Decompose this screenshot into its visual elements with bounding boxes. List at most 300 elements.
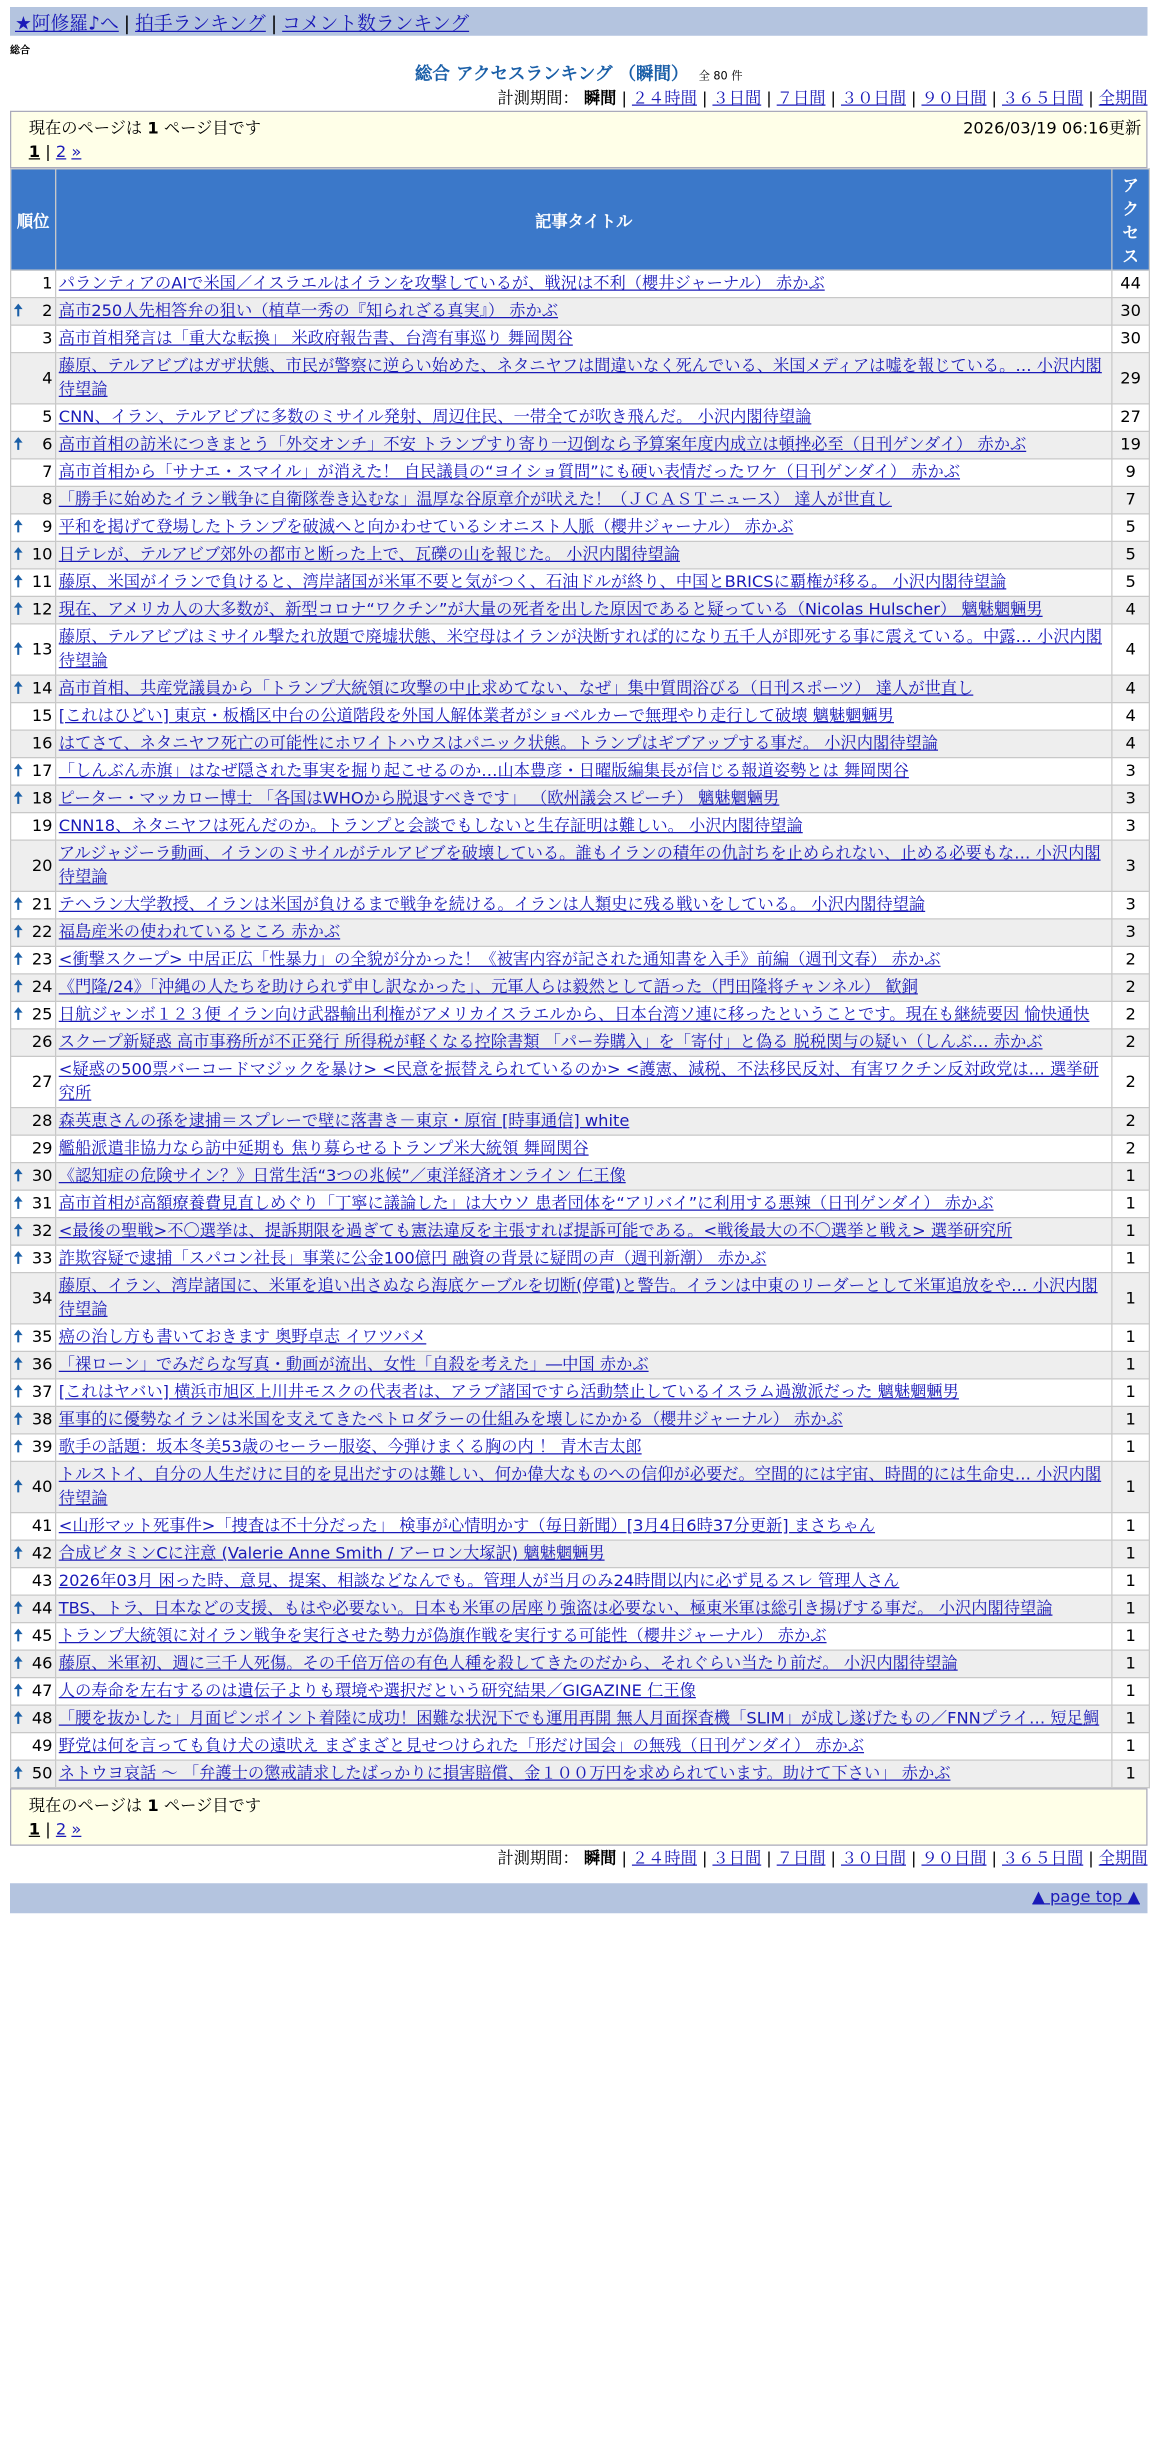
rank-cell xyxy=(11,1568,56,1596)
access-count: 1 xyxy=(1112,1595,1150,1623)
table-row xyxy=(11,431,1150,459)
period-link[interactable]: ３６５日間 xyxy=(1001,89,1084,109)
comment-ranking-link[interactable]: コメント数ランキング xyxy=(282,12,470,35)
rank-up-arrow-icon: 🠅 xyxy=(13,600,23,620)
rank-number: 17 xyxy=(31,762,53,781)
rank-number: 18 xyxy=(31,789,53,809)
rank-number: 45 xyxy=(31,1627,53,1646)
title-cell xyxy=(56,1733,1112,1761)
title-cell xyxy=(56,1108,1112,1136)
rank-number: 8 xyxy=(42,490,53,510)
rank-up-arrow-icon: 🠅 xyxy=(13,1410,23,1430)
home-link[interactable]: ★阿修羅♪へ xyxy=(15,12,119,35)
rank-up-arrow-icon: 🠅 xyxy=(13,1544,23,1564)
rank-number: 14 xyxy=(31,679,53,699)
rank-number: 37 xyxy=(31,1383,53,1402)
article-title-link[interactable]: 艦船派遣非協力なら訪中延期も 焦り募らせるトランプ米大統領 舞岡関谷 xyxy=(58,1139,589,1159)
table-row xyxy=(11,1760,1150,1788)
article-title-link[interactable]: 「しんぶん赤旗」はなぜ隠された事実を掘り起こせるのか…山本豊彦・日曜版編集長が信じる報道姿勢とは 舞岡関谷 xyxy=(58,762,909,781)
pager-next[interactable]: » xyxy=(71,1820,82,1840)
title-cell xyxy=(56,675,1112,703)
rank-number: 35 xyxy=(31,1328,53,1347)
title-cell xyxy=(56,1406,1112,1434)
title-cell xyxy=(56,1513,1112,1541)
table-row xyxy=(11,1001,1150,1029)
article-title-link[interactable]: <衝撃スクープ> 中居正広「性暴力」の全貌が分かった！《被害内容が記された通知書を入手》前編（週刊文春） 赤かぶ xyxy=(58,950,941,970)
period-separator: | xyxy=(1088,89,1094,109)
title-cell xyxy=(56,325,1112,353)
table-row xyxy=(11,840,1150,891)
article-title-link[interactable]: ネトウヨ哀話 〜 「弁護士の懲戒請求したばっかりに損害賠償、金１００万円を求められています。助けて下さい」 赤かぶ xyxy=(58,1764,951,1784)
period-link[interactable]: ３０日間 xyxy=(840,1849,906,1869)
period-separator: | xyxy=(991,89,997,109)
access-count: 2 xyxy=(1112,974,1150,1002)
article-title-link[interactable]: 高市首相が高額療養費見直しめぐり「丁寧に議論した」は大ウソ 患者団体を“アリバイ”に利用する悪辣（日刊ゲンダイ） 赤かぶ xyxy=(58,1194,994,1214)
article-title-link[interactable]: 森英恵さんの孫を逮捕＝スプレーで壁に落書き－東京・原宿 [時事通信] white xyxy=(58,1112,630,1131)
article-title-link[interactable]: 日テレが、テルアビブ郊外の都市と断った上で、瓦礫の山を報じた。 小沢内閣待望論 xyxy=(58,545,680,565)
rank-number: 27 xyxy=(31,1072,53,1092)
article-title-link[interactable]: 軍事的に優勢なイランは米国を支えてきたペトロダラーの仕組みを壊しにかかる（櫻井ジャーナル） 赤かぶ xyxy=(58,1410,843,1430)
table-row xyxy=(11,1245,1150,1273)
access-count: 1 xyxy=(1112,1190,1150,1218)
ranking-table xyxy=(10,168,1150,1788)
access-count: 3 xyxy=(1112,840,1150,891)
rank-cell xyxy=(11,919,56,947)
period-separator: | xyxy=(830,1849,836,1869)
title-cell xyxy=(56,541,1112,569)
rank-cell xyxy=(11,1190,56,1218)
pager: 1 | 2 » xyxy=(28,143,82,162)
article-title-link[interactable]: ピーター・マッカロー博士 「各国はWHOから脱退すべきです」 （欧州議会スピーチ） 魑魅魍魎男 xyxy=(58,789,780,809)
article-title-link[interactable]: 藤原、米軍初、週に三千人死傷。その千倍万倍の有色人種を殺してきたのだから、それぐらい当たり前だ。 小沢内閣待望論 xyxy=(58,1654,958,1674)
table-header-row xyxy=(11,169,1150,270)
article-title-link[interactable]: CNN、イラン、テルアビブに多数のミサイル発射、周辺住民、一帯全てが吹き飛んだ。 小沢内閣待望論 xyxy=(58,408,812,427)
pager-page-2[interactable]: 2 xyxy=(55,1820,67,1840)
access-count: 5 xyxy=(1112,569,1150,597)
article-title-link[interactable]: 平和を掲げて登場したトランプを破滅へと向かわせているシオニスト人脈（櫻井ジャーナル） 赤かぶ xyxy=(58,518,794,537)
article-title-link[interactable]: 藤原、米国がイランで負けると、湾岸諸国が米軍不要と気がつく、石油ドルが終り、中国とBRICSに覇権が移る。 小沢内閣待望論 xyxy=(58,573,1007,592)
rank-number: 3 xyxy=(42,329,53,349)
rank-cell xyxy=(11,569,56,597)
rank-number: 30 xyxy=(31,1167,53,1186)
ranking-table-body xyxy=(11,270,1150,1788)
period-separator: | xyxy=(910,1849,917,1869)
title-cell xyxy=(56,785,1112,813)
rank-cell xyxy=(11,840,56,891)
article-title-link[interactable]: <疑惑の500票バーコードマジックを暴け> <民意を振替えられているのか> <護憲、減税、不法移民反対、有害ワクチン反対政党は… 選挙研究所 xyxy=(58,1060,1099,1104)
rank-cell xyxy=(11,1135,56,1163)
article-title-link[interactable]: 人の寿命を左右するのは遺伝子よりも環境や選択だという研究結果／GIGAZINE 仁王像 xyxy=(58,1682,696,1701)
pager-page-2[interactable]: 2 xyxy=(55,143,67,162)
title-cell xyxy=(56,1650,1112,1678)
rank-cell xyxy=(11,1678,56,1706)
article-title-link[interactable]: 高市首相の訪米につきまとう「外交オンチ」不安 トランプすり寄り一辺倒なら予算案年度内成立は頓挫必至（日刊ゲンダイ） 赤かぶ xyxy=(58,435,1027,455)
col-header-access: アクセス xyxy=(1112,169,1150,270)
rank-cell xyxy=(11,1324,56,1352)
table-row xyxy=(11,1595,1150,1623)
section-label: 総合 xyxy=(10,44,30,56)
table-row xyxy=(11,1218,1150,1246)
page-top-link[interactable]: ▲ page top ▲ xyxy=(1032,1888,1140,1907)
updated-timestamp: 2026/03/19 06:16更新 xyxy=(963,119,1142,139)
rank-number: 20 xyxy=(31,856,53,876)
article-title-link[interactable]: <最後の聖戦>不〇選挙は、提訴期限を過ぎても憲法違反を主張すれば提訴可能である。<戦後最大の不〇選挙と戦え> 選挙研究所 xyxy=(58,1222,1013,1241)
table-row xyxy=(11,1705,1150,1733)
period-separator: | xyxy=(1088,1849,1094,1869)
article-title-link[interactable]: 合成ビタミンCに注意 (Valerie Anne Smith / アーロン大塚訳) 魑魅魍魎男 xyxy=(58,1544,605,1564)
top-nav-bar xyxy=(10,7,1148,36)
article-title-link[interactable]: 「腰を抜かした」月面ピンポイント着陸に成功！困難な状況下でも運用再開 無人月面探査機「SLIM」が成し遂げたもの／FNNプライ… 短足鯛 xyxy=(58,1709,1100,1729)
clap-ranking-link[interactable]: 拍手ランキング xyxy=(135,12,266,35)
table-row xyxy=(11,1461,1150,1512)
article-title-link[interactable]: 福島産米の使われているところ 赤かぶ xyxy=(58,923,341,942)
rank-up-arrow-icon: 🠅 xyxy=(13,1222,23,1241)
article-title-link[interactable]: パランティアのAIで米国／イスラエルはイランを攻撃しているが、戦況は不利（櫻井ジャーナル） 赤かぶ xyxy=(58,274,825,294)
col-header-rank: 順位 xyxy=(11,169,56,270)
rank-cell xyxy=(11,1595,56,1623)
table-row xyxy=(11,1379,1150,1407)
nav-separator: | xyxy=(123,12,131,35)
access-count: 30 xyxy=(1112,325,1150,353)
period-separator: | xyxy=(701,89,708,109)
access-count: 1 xyxy=(1112,1218,1150,1246)
rank-up-arrow-icon: 🠅 xyxy=(13,1167,23,1186)
rank-number: 28 xyxy=(31,1112,53,1131)
rank-up-arrow-icon: 🠅 xyxy=(13,1599,23,1619)
table-row xyxy=(11,1540,1150,1568)
article-title-link[interactable]: CNN18、ネタニヤフは死んだのか。トランプと会談でもしないと生存証明は難しい。 小沢内閣待望論 xyxy=(58,817,803,836)
title-cell xyxy=(56,1163,1112,1191)
rank-cell xyxy=(11,1623,56,1651)
rank-up-arrow-icon: 🠅 xyxy=(13,545,23,565)
period-link[interactable]: ７日間 xyxy=(776,1849,826,1869)
title-cell xyxy=(56,404,1112,432)
article-title-link[interactable]: 藤原、イラン、湾岸諸国に、米軍を追い出さぬなら海底ケーブルを切断(停電)と警告。イランは中東のリーダーとして米軍追放をや… 小沢内閣待望論 xyxy=(58,1277,1098,1320)
rank-number: 25 xyxy=(31,1005,53,1025)
rank-up-arrow-icon: 🠅 xyxy=(13,1194,23,1214)
title-cell xyxy=(56,596,1112,624)
title-cell xyxy=(56,270,1112,298)
title-cell xyxy=(56,1434,1112,1462)
title-cell xyxy=(56,1245,1112,1273)
title-cell xyxy=(56,1056,1112,1107)
article-title-link[interactable]: TBS、トラ、日本などの支援、もはや必要ない。日本も米軍の居座り強盗は必要ない、極東米軍は総引き揚げする事だ。 小沢内閣待望論 xyxy=(58,1599,1053,1619)
rank-cell xyxy=(11,1461,56,1512)
article-title-link[interactable]: 歌手の話題：坂本冬美53歳のセーラー服姿、今弾けまくる胸の内 ！ 青木吉太郎 xyxy=(58,1438,642,1457)
rank-cell xyxy=(11,1650,56,1678)
table-row xyxy=(11,624,1150,675)
title-cell xyxy=(56,1324,1112,1352)
article-title-link[interactable]: 日航ジャンボ１２３便 イラン向け武器輸出利権がアメリカイスラエルから、日本台湾ソ連に移ったということです。現在も継続要因 愉快通快 xyxy=(58,1005,1090,1025)
rank-number: 19 xyxy=(31,817,53,836)
rank-up-arrow-icon: 🠅 xyxy=(13,1438,23,1457)
access-count: 1 xyxy=(1112,1434,1150,1462)
col-header-title: 記事タイトル xyxy=(56,169,1112,270)
rank-up-arrow-icon: 🠅 xyxy=(13,923,23,942)
rank-up-arrow-icon: 🠅 xyxy=(13,640,23,659)
period-label: 計測期間： xyxy=(497,1849,579,1869)
status-box-bottom xyxy=(10,1788,1148,1846)
access-count: 1 xyxy=(1112,1273,1150,1324)
table-row xyxy=(11,569,1150,597)
period-link[interactable]: 全期間 xyxy=(1098,1849,1148,1869)
table-row xyxy=(11,675,1150,703)
rank-up-arrow-icon: 🠅 xyxy=(13,1654,23,1674)
article-title-link[interactable]: 2026年03月 困った時、意見、提案、相談などなんでも。管理人が当月のみ24時間以内に必ず見るスレ 管理人さん xyxy=(58,1572,900,1591)
rank-number: 13 xyxy=(31,640,53,659)
pager-current: 1 xyxy=(28,1820,41,1840)
rank-number: 22 xyxy=(31,923,53,942)
ranking-page xyxy=(0,7,1158,1913)
page-title: 総合 アクセスランキング （瞬間） xyxy=(414,64,689,85)
rank-number: 9 xyxy=(42,518,53,537)
rank-cell xyxy=(11,1760,56,1788)
table-row xyxy=(11,1434,1150,1462)
rank-cell xyxy=(11,1733,56,1761)
rank-up-arrow-icon: 🠅 xyxy=(13,1005,23,1025)
rank-cell xyxy=(11,730,56,758)
rank-cell xyxy=(11,541,56,569)
rank-cell xyxy=(11,459,56,487)
bottom-bar xyxy=(10,1883,1148,1913)
table-row xyxy=(11,1568,1150,1596)
table-row xyxy=(11,1029,1150,1057)
rank-up-arrow-icon: 🠅 xyxy=(13,573,23,592)
title-cell xyxy=(56,1595,1112,1623)
rank-up-arrow-icon: 🠅 xyxy=(13,302,23,321)
period-link[interactable]: ９０日間 xyxy=(921,89,987,109)
period-link[interactable]: ７日間 xyxy=(776,89,826,109)
table-row xyxy=(11,891,1150,919)
title-cell xyxy=(56,431,1112,459)
article-title-link[interactable]: 藤原、テルアビブはガザ状態、市民が警察に逆らい始めた、ネタニヤフは間違いなく死んでいる、米国メディアは嘘を報じている。… 小沢内閣待望論 xyxy=(58,357,1102,400)
table-row xyxy=(11,1351,1150,1379)
title-cell xyxy=(56,974,1112,1002)
rank-cell xyxy=(11,703,56,731)
title-cell xyxy=(56,1461,1112,1512)
pager-current: 1 xyxy=(28,143,41,162)
article-title-link[interactable]: 癌の治し方も書いておきます 奥野卓志 イワツバメ xyxy=(58,1328,427,1347)
title-cell xyxy=(56,813,1112,841)
article-title-link[interactable]: 現在、アメリカ人の大多数が、新型コロナ“ワクチン”が大量の死者を出した原因であると疑っている（Nicolas Hulscher） 魑魅魍魎男 xyxy=(58,600,1043,620)
title-cell xyxy=(56,891,1112,919)
access-count: 3 xyxy=(1112,813,1150,841)
table-row xyxy=(11,703,1150,731)
article-title-link[interactable]: 高市首相、共産党議員から「トランプ大統領に攻撃の中止求めてない、なぜ」集中質問浴びる（日刊スポーツ） 達人が世直し xyxy=(58,679,974,699)
rank-cell xyxy=(11,270,56,298)
rank-cell xyxy=(11,1056,56,1107)
title-cell xyxy=(56,1705,1112,1733)
period-separator: | xyxy=(621,1849,627,1869)
title-cell xyxy=(56,1273,1112,1324)
article-title-link[interactable]: [これはひどい] 東京・板橋区中台の公道階段を外国人解体業者がショベルカーで無理やり走行して破壊 魑魅魍魎男 xyxy=(58,707,894,726)
period-link[interactable]: ３日間 xyxy=(712,89,762,109)
rank-up-arrow-icon: 🠅 xyxy=(13,1477,23,1497)
rank-up-arrow-icon: 🠅 xyxy=(13,1249,23,1269)
article-title-link[interactable]: 高市250人先相答弁の狙い（植草一秀の『知られざる真実』） 赤かぶ xyxy=(58,302,559,321)
article-title-link[interactable]: テヘラン大学教授、イランは米国が負けるまで戦争を続ける。イランは人類史に残る戦いをしている。 小沢内閣待望論 xyxy=(58,895,926,915)
rank-up-arrow-icon: 🠅 xyxy=(13,762,23,781)
access-count: 29 xyxy=(1112,353,1150,404)
title-cell xyxy=(56,624,1112,675)
access-count: 44 xyxy=(1112,270,1150,298)
article-title-link[interactable]: 《認知症の危険サイン？》日常生活“3つの兆候”／東洋経済オンライン 仁王像 xyxy=(58,1167,626,1186)
access-count: 4 xyxy=(1112,596,1150,624)
rank-number: 50 xyxy=(31,1764,53,1784)
title-cell xyxy=(56,486,1112,514)
rank-number: 2 xyxy=(42,302,53,321)
article-title-link[interactable]: 詐欺容疑で逮捕「スパコン社長」事業に公金100億円 融資の背景に疑問の声（週刊新潮） 赤かぶ xyxy=(58,1249,767,1269)
rank-cell xyxy=(11,1163,56,1191)
rank-number: 5 xyxy=(42,408,53,427)
period-link[interactable]: 全期間 xyxy=(1098,89,1148,109)
table-row xyxy=(11,1733,1150,1761)
access-count: 9 xyxy=(1112,459,1150,487)
rank-number: 46 xyxy=(31,1654,53,1674)
rank-cell xyxy=(11,1245,56,1273)
table-row xyxy=(11,1108,1150,1136)
access-count: 1 xyxy=(1112,1406,1150,1434)
rank-cell xyxy=(11,298,56,326)
rank-cell xyxy=(11,1351,56,1379)
article-title-link[interactable]: 《門隆/24》「沖縄の人たちを助けられず申し訳なかった」、元軍人らは毅然として語った（門田隆将チャンネル） 歓銅 xyxy=(58,978,918,997)
period-link[interactable]: ２４時間 xyxy=(631,1849,697,1869)
table-row xyxy=(11,1678,1150,1706)
rank-cell xyxy=(11,1513,56,1541)
table-row xyxy=(11,1190,1150,1218)
rank-up-arrow-icon: 🠅 xyxy=(13,950,23,970)
access-count: 27 xyxy=(1112,404,1150,432)
nav-separator: | xyxy=(270,12,278,35)
title-cell xyxy=(56,1540,1112,1568)
status-text: 現在のページは xyxy=(28,119,143,139)
title-cell xyxy=(56,1190,1112,1218)
status-suffix: ページ目です xyxy=(163,119,262,139)
rank-number: 15 xyxy=(31,707,53,726)
article-title-link[interactable]: 野党は何を言っても負け犬の遠吠え まざまざと見せつけられた「形だけ国会」の無残（日刊ゲンダイ） 赤かぶ xyxy=(58,1737,865,1756)
rank-number: 42 xyxy=(31,1544,53,1564)
rank-number: 49 xyxy=(31,1737,53,1756)
rank-cell xyxy=(11,1406,56,1434)
access-count: 2 xyxy=(1112,1135,1150,1163)
rank-cell xyxy=(11,325,56,353)
article-title-link[interactable]: 高市首相から「サナエ・スマイル」が消えた！ 自民議員の“ヨイショ質問”にも硬い表情だったワケ（日刊ゲンダイ） 赤かぶ xyxy=(58,463,961,482)
access-count: 4 xyxy=(1112,730,1150,758)
article-title-link[interactable]: 「勝手に始めたイラン戦争に自衛隊巻き込むな」温厚な谷原章介が吠えた！（ＪＣＡＳＴニュース） 達人が世直し xyxy=(58,490,892,510)
table-row xyxy=(11,404,1150,432)
rank-number: 32 xyxy=(31,1222,53,1241)
rank-up-arrow-icon: 🠅 xyxy=(13,1355,23,1375)
period-link[interactable]: ３６５日間 xyxy=(1001,1849,1084,1869)
rank-number: 44 xyxy=(31,1599,53,1619)
table-row xyxy=(11,353,1150,404)
table-row xyxy=(11,1056,1150,1107)
article-title-link[interactable]: アルジャジーラ動画、イランのミサイルがテルアビブを破壊している。誰もイランの積年の仇討ちを止められない、止める必要もな… 小沢内閣待望論 xyxy=(58,844,1101,887)
rank-up-arrow-icon: 🠅 xyxy=(13,1383,23,1402)
rank-cell xyxy=(11,974,56,1002)
table-row xyxy=(11,1135,1150,1163)
rank-up-arrow-icon: 🠅 xyxy=(13,789,23,809)
title-cell xyxy=(56,1379,1112,1407)
rank-cell xyxy=(11,624,56,675)
ranking-title-row xyxy=(0,61,1158,86)
table-row xyxy=(11,730,1150,758)
access-count: 3 xyxy=(1112,758,1150,786)
period-link[interactable]: ３０日間 xyxy=(840,89,906,109)
rank-up-arrow-icon: 🠅 xyxy=(13,1328,23,1347)
period-link[interactable]: ３日間 xyxy=(712,1849,762,1869)
period-separator: | xyxy=(766,89,772,109)
article-title-link[interactable]: <山形マット死事件>「捜査は不十分だった」 検事が心情明かす（毎日新聞）[3月4日6時37分更新] まさちゃん xyxy=(58,1517,876,1536)
rank-cell xyxy=(11,353,56,404)
rank-number: 7 xyxy=(42,463,53,482)
article-title-link[interactable]: 藤原、テルアビブはミサイル撃たれ放題で廃墟状態、米空母はイランが決断すれば的になり五千人が即死する事に震えている。中露… 小沢内閣待望論 xyxy=(58,628,1102,671)
access-count: 2 xyxy=(1112,1001,1150,1029)
rank-number: 38 xyxy=(31,1410,53,1430)
period-link[interactable]: ２４時間 xyxy=(631,89,697,109)
rank-up-arrow-icon: 🠅 xyxy=(13,1627,23,1646)
period-separator: | xyxy=(910,89,917,109)
article-title-link[interactable]: トルストイ、自分の人生だけに目的を見出だすのは難しい、何か偉大なものへの信仰が必要だ。空間的には宇宙、時間的には生命史… 小沢内閣待望論 xyxy=(58,1465,1102,1509)
pager: 1 | 2 » xyxy=(28,1820,82,1840)
rank-number: 33 xyxy=(31,1249,53,1269)
period-link[interactable]: ９０日間 xyxy=(921,1849,987,1869)
rank-number: 41 xyxy=(31,1517,53,1536)
rank-number: 11 xyxy=(31,573,53,592)
article-title-link[interactable]: トランプ大統領に対イラン戦争を実行させた勢力が偽旗作戦を実行する可能性（櫻井ジャーナル） 赤かぶ xyxy=(58,1627,827,1646)
rank-cell xyxy=(11,431,56,459)
access-count: 1 xyxy=(1112,1461,1150,1512)
period-selector-bottom xyxy=(0,1848,1148,1871)
article-title-link[interactable]: [これはヤバい] 横浜市旭区上川井モスクの代表者は、アラブ諸国ですら活動禁止しているイスラム過激派だった 魑魅魍魎男 xyxy=(58,1383,959,1402)
table-row xyxy=(11,785,1150,813)
rank-number: 40 xyxy=(31,1477,53,1497)
table-row xyxy=(11,946,1150,974)
table-row xyxy=(11,758,1150,786)
rank-number: 12 xyxy=(31,600,53,620)
period-separator: | xyxy=(621,89,627,109)
rank-cell xyxy=(11,1379,56,1407)
article-title-link[interactable]: 高市首相発言は「重大な転換」 米政府報告書、台湾有事巡り 舞岡関谷 xyxy=(58,329,573,349)
article-title-link[interactable]: 「裸ローン」でみだらな写真・動画が流出、女性「自殺を考えた」―中国 赤かぶ xyxy=(58,1355,649,1375)
title-cell xyxy=(56,459,1112,487)
title-cell xyxy=(56,758,1112,786)
access-count: 3 xyxy=(1112,785,1150,813)
article-title-link[interactable]: スクープ新疑惑 高市事務所が不正発行 所得税が軽くなる控除書類 「パー券購入」を「寄付」と偽る 脱税関与の疑い（しんぶ… 赤かぶ xyxy=(58,1033,1043,1052)
rank-cell xyxy=(11,813,56,841)
access-count: 5 xyxy=(1112,514,1150,542)
rank-cell xyxy=(11,1029,56,1057)
period-label: 計測期間： xyxy=(497,89,579,109)
rank-cell xyxy=(11,514,56,542)
rank-cell xyxy=(11,1540,56,1568)
article-title-link[interactable]: はてさて、ネタニヤフ死亡の可能性にホワイトハウスはパニック状態。トランプはギブアップする事だ。 小沢内閣待望論 xyxy=(58,734,939,754)
pager-next[interactable]: » xyxy=(71,143,82,162)
access-count: 2 xyxy=(1112,1029,1150,1057)
title-cell xyxy=(56,569,1112,597)
title-cell xyxy=(56,919,1112,947)
table-row xyxy=(11,1513,1150,1541)
access-count: 3 xyxy=(1112,891,1150,919)
period-current: 瞬間 xyxy=(583,89,617,109)
access-count: 1 xyxy=(1112,1324,1150,1352)
table-row xyxy=(11,813,1150,841)
access-count: 19 xyxy=(1112,431,1150,459)
table-row xyxy=(11,514,1150,542)
rank-number: 34 xyxy=(31,1288,53,1308)
access-count: 1 xyxy=(1112,1705,1150,1733)
rank-cell xyxy=(11,596,56,624)
